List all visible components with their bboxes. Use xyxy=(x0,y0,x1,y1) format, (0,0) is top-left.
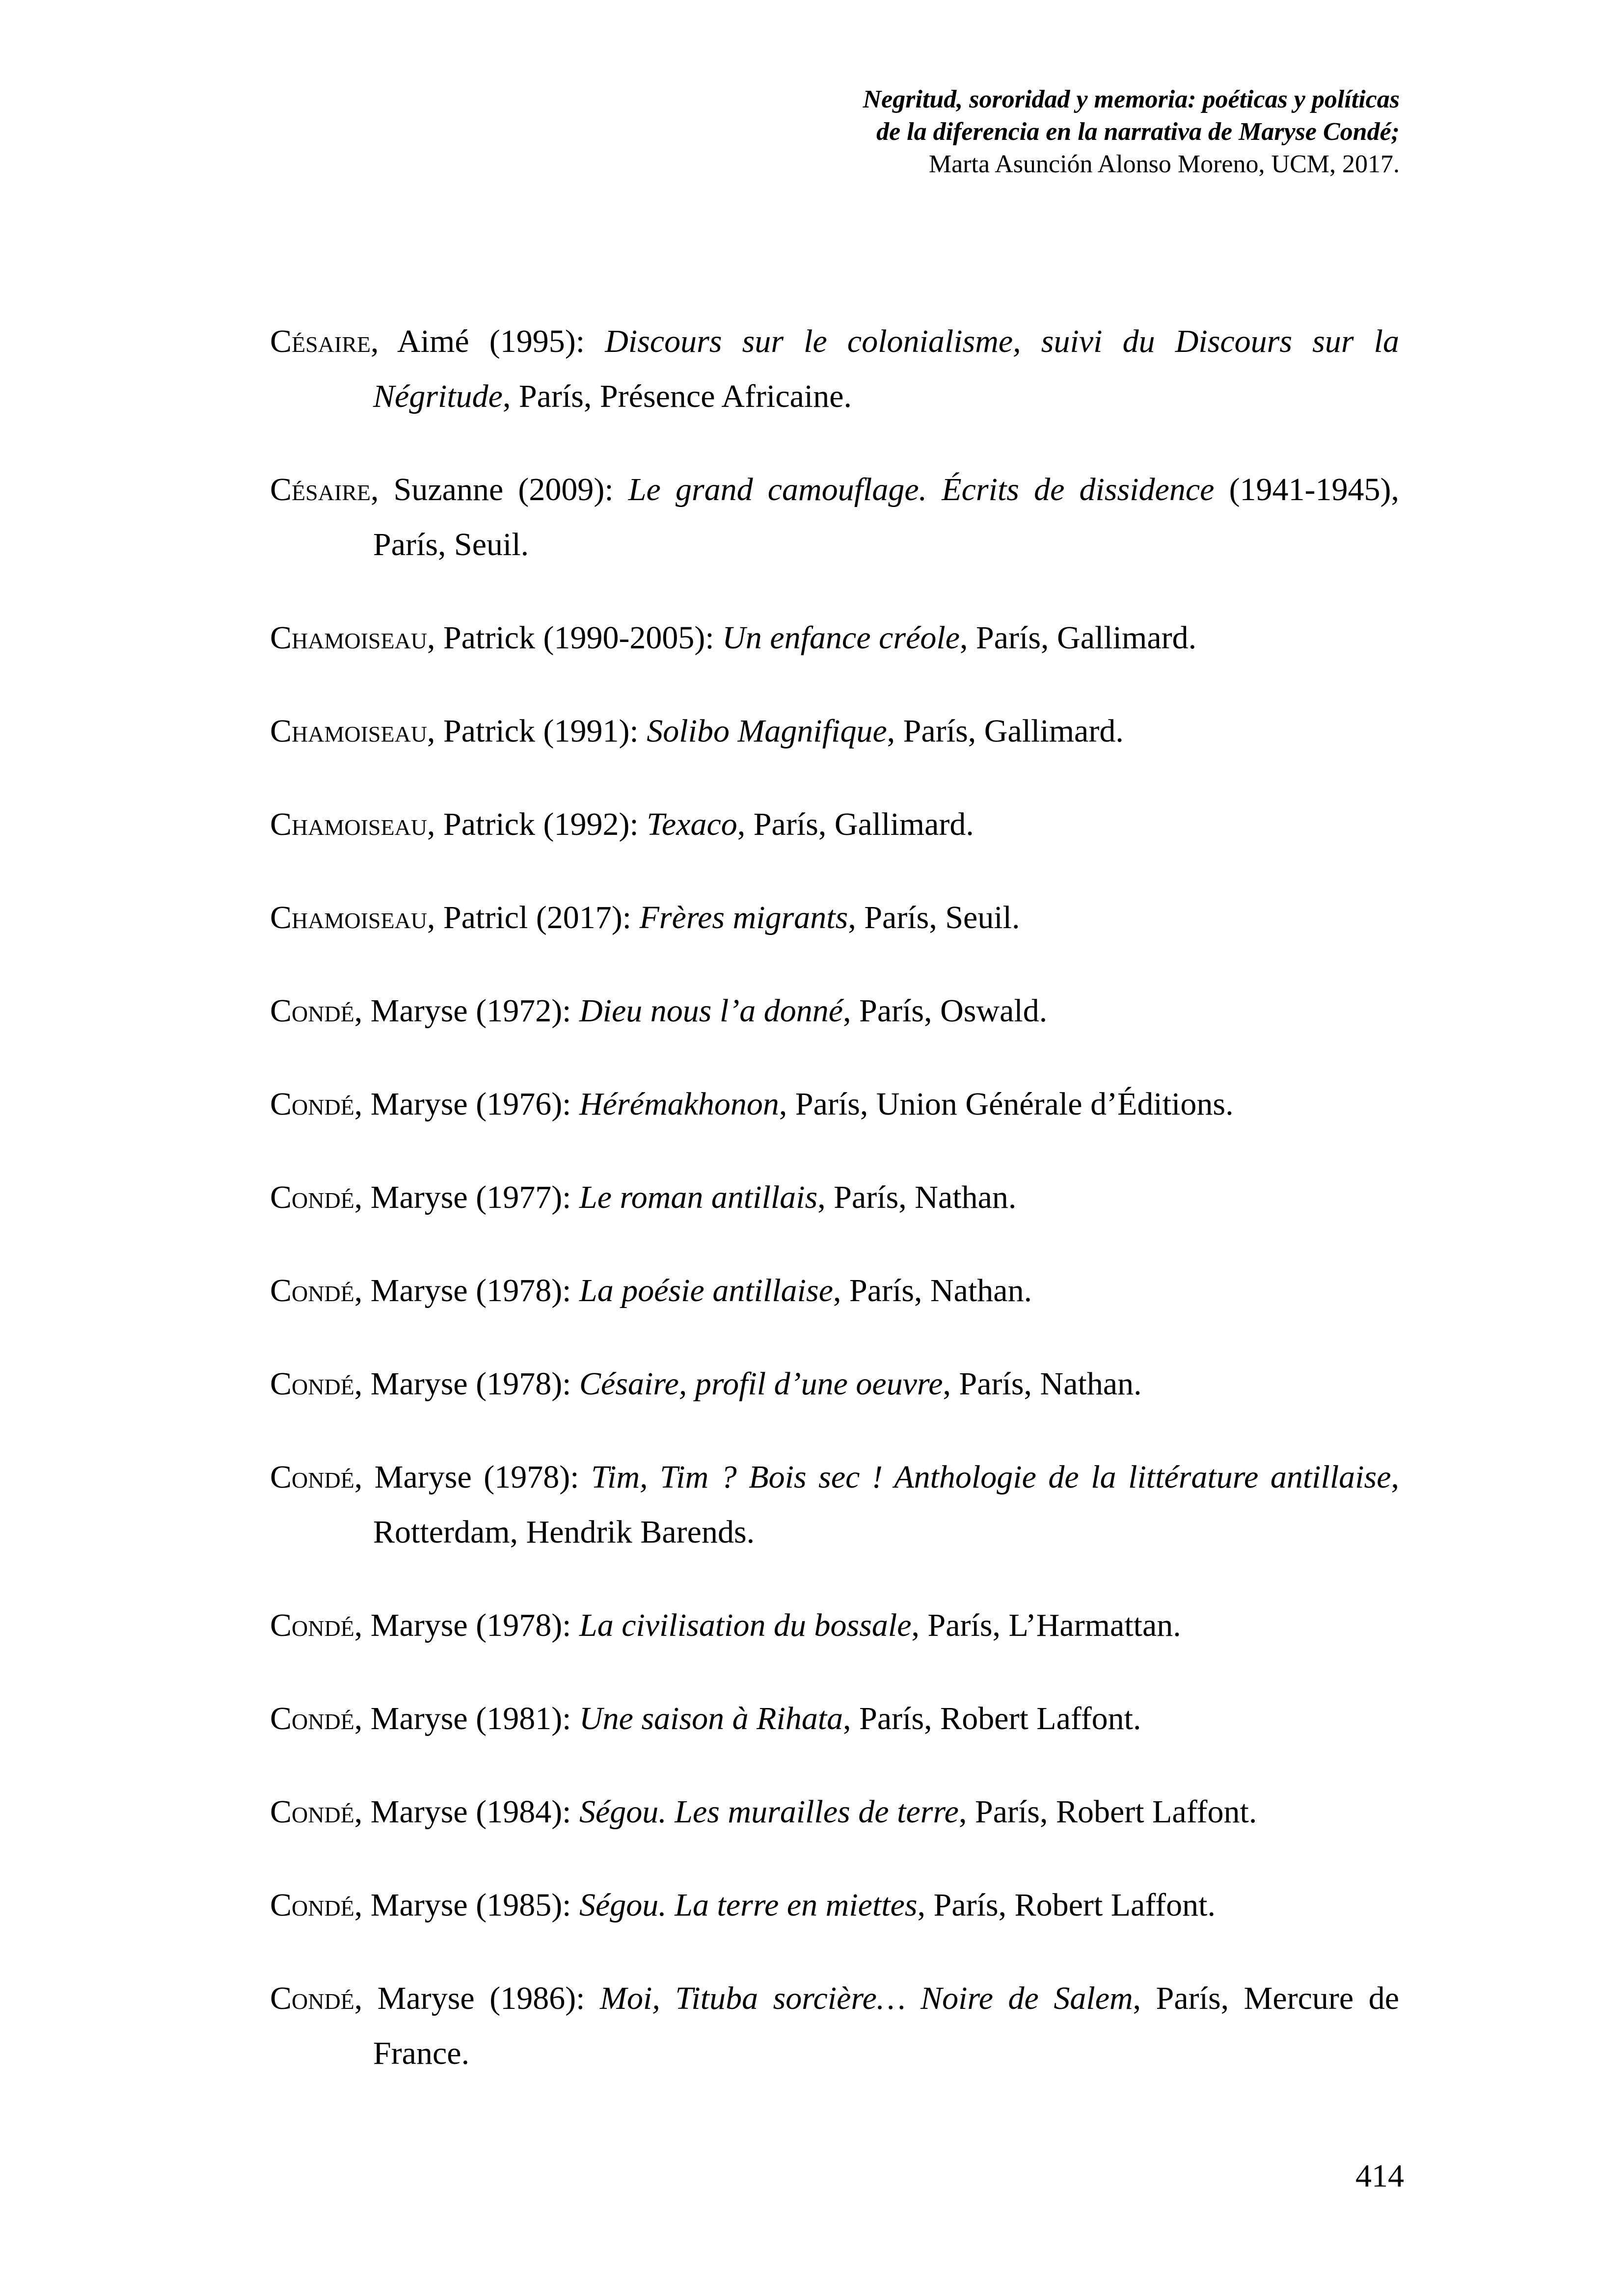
entry-title: Césaire, profil d’une oeuvre xyxy=(579,1366,943,1402)
bibliography-entry xyxy=(270,1971,1399,2081)
entry-text: , París, Oswald. xyxy=(843,993,1048,1029)
bibliography-entry xyxy=(270,704,1399,759)
entry-text: , París, Gallimard. xyxy=(887,713,1124,749)
entry-title: Le grand camouflage. Écrits de dissidence xyxy=(628,472,1215,507)
entry-text: , Maryse (1986): xyxy=(354,1980,600,2016)
entry-text: , Maryse (1977): xyxy=(354,1179,580,1215)
entry-text: , Maryse (1972): xyxy=(354,993,580,1029)
entry-text: , París, L’Harmattan. xyxy=(911,1607,1181,1643)
bibliography-entry xyxy=(270,611,1399,666)
entry-text: , París, Robert Laffont. xyxy=(958,1794,1257,1830)
entry-title: Le roman antillais xyxy=(579,1179,818,1215)
entry-author-name: Condé xyxy=(270,993,354,1029)
bibliography-entry xyxy=(270,797,1399,852)
entry-text: , París, Présence Africaine. xyxy=(502,378,852,414)
entry-author-name: Chamoiseau xyxy=(270,900,428,935)
page-number: 414 xyxy=(1355,2158,1404,2194)
entry-text: , París, Nathan. xyxy=(943,1366,1142,1402)
entry-text: , Rotterdam, Hendrik Barends. xyxy=(373,1459,1399,1550)
entry-text: , París, Seuil. xyxy=(848,900,1020,935)
entry-text: , Patrick (1991): xyxy=(427,713,647,749)
entry-title: La civilisation du bossale xyxy=(579,1607,912,1643)
bibliography-entry xyxy=(270,1170,1399,1225)
entry-author-name: Chamoiseau xyxy=(270,620,428,656)
entry-text: , París, Gallimard. xyxy=(737,806,974,842)
entry-author-name: Condé xyxy=(270,1459,354,1495)
header-title-line-1: Negritud, sororidad y memoria: poéticas y políticas xyxy=(863,85,1400,113)
entry-text: , Maryse (1985): xyxy=(354,1887,580,1923)
bibliography-entry xyxy=(270,1785,1399,1840)
entry-author-name: Condé xyxy=(270,1701,354,1736)
entry-text: , París, Nathan. xyxy=(833,1273,1032,1308)
entry-author-name: Condé xyxy=(270,1273,354,1308)
entry-title: Dieu nous l’a donné xyxy=(579,993,843,1029)
entry-author-name: Condé xyxy=(270,1366,354,1402)
entry-title: Discours sur le colonialisme, suivi du Discours sur la Négritude xyxy=(373,323,1399,414)
entry-title: Une saison à Rihata xyxy=(579,1701,843,1736)
entry-text: , París, Robert Laffont. xyxy=(917,1887,1216,1923)
entry-author-name: Condé xyxy=(270,1086,354,1122)
entry-author-name: Césaire xyxy=(270,323,371,359)
bibliography-entry xyxy=(270,890,1399,945)
entry-text: , Aimé (1995): xyxy=(371,323,605,359)
entry-title: Tim, Tim ? Bois sec ! Anthologie de la littérature antillaise xyxy=(591,1459,1391,1495)
entry-text: , París, Gallimard. xyxy=(960,620,1197,656)
bibliography-entry xyxy=(270,1357,1399,1412)
entry-author-name: Condé xyxy=(270,1980,354,2016)
entry-title: Ségou. Les murailles de terre xyxy=(579,1794,959,1830)
entry-title: Hérémakhonon xyxy=(579,1086,779,1122)
header-title-line-2: de la diferencia en la narrativa de Maryse Condé; xyxy=(876,118,1400,146)
entry-text: , París, Union Générale d’Éditions. xyxy=(779,1086,1234,1122)
entry-text: , Patrick (1992): xyxy=(427,806,647,842)
bibliography-entry xyxy=(270,1263,1399,1318)
bibliography-entry xyxy=(270,1598,1399,1653)
entry-title: Texaco xyxy=(647,806,737,842)
entry-title: Frères migrants xyxy=(639,900,848,935)
entry-text: , París, Robert Laffont. xyxy=(843,1701,1141,1736)
entry-text: , Maryse (1978): xyxy=(354,1607,580,1643)
entry-author-name: Condé xyxy=(270,1794,354,1830)
entry-text: , Patrick (1990-2005): xyxy=(427,620,723,656)
entry-author-name: Condé xyxy=(270,1607,354,1643)
entry-text: , Maryse (1978): xyxy=(354,1459,592,1495)
entry-title: La poésie antillaise xyxy=(579,1273,833,1308)
entry-author-name: Césaire xyxy=(270,472,371,507)
entry-text: , París, Nathan. xyxy=(817,1179,1017,1215)
bibliography-entry xyxy=(270,1450,1399,1560)
entry-title: Ségou. La terre en miettes xyxy=(579,1887,918,1923)
entry-title: Moi, Tituba sorcière… Noire de Salem xyxy=(600,1980,1133,2016)
bibliography-entry xyxy=(270,462,1399,572)
entry-text: (1941-1945), París, Seuil. xyxy=(373,472,1400,562)
entry-author-name: Condé xyxy=(270,1887,354,1923)
entry-title: Un enfance créole xyxy=(722,620,960,656)
bibliography-entry xyxy=(270,1878,1399,1933)
entry-author-name: Chamoiseau xyxy=(270,713,428,749)
entry-text: , Maryse (1978): xyxy=(354,1273,580,1308)
entry-text: , Patricl (2017): xyxy=(427,900,640,935)
bibliography-list xyxy=(270,314,1399,2081)
bibliography-entry xyxy=(270,1691,1399,1746)
header-author-line: Marta Asunción Alonso Moreno, UCM, 2017. xyxy=(928,150,1400,178)
bibliography-entry xyxy=(270,984,1399,1039)
entry-text: , Maryse (1981): xyxy=(354,1701,580,1736)
entry-text: , París, Mercure de France. xyxy=(373,1980,1399,2071)
entry-author-name: Chamoiseau xyxy=(270,806,428,842)
entry-text: , Maryse (1976): xyxy=(354,1086,580,1122)
entry-text: , Maryse (1984): xyxy=(354,1794,580,1830)
entry-author-name: Condé xyxy=(270,1179,354,1215)
bibliography-entry xyxy=(270,1077,1399,1132)
bibliography-entry xyxy=(270,314,1399,424)
entry-text: , Maryse (1978): xyxy=(354,1366,580,1402)
running-header xyxy=(565,83,1400,181)
entry-title: Solibo Magnifique xyxy=(647,713,887,749)
entry-text: , Suzanne (2009): xyxy=(371,472,628,507)
